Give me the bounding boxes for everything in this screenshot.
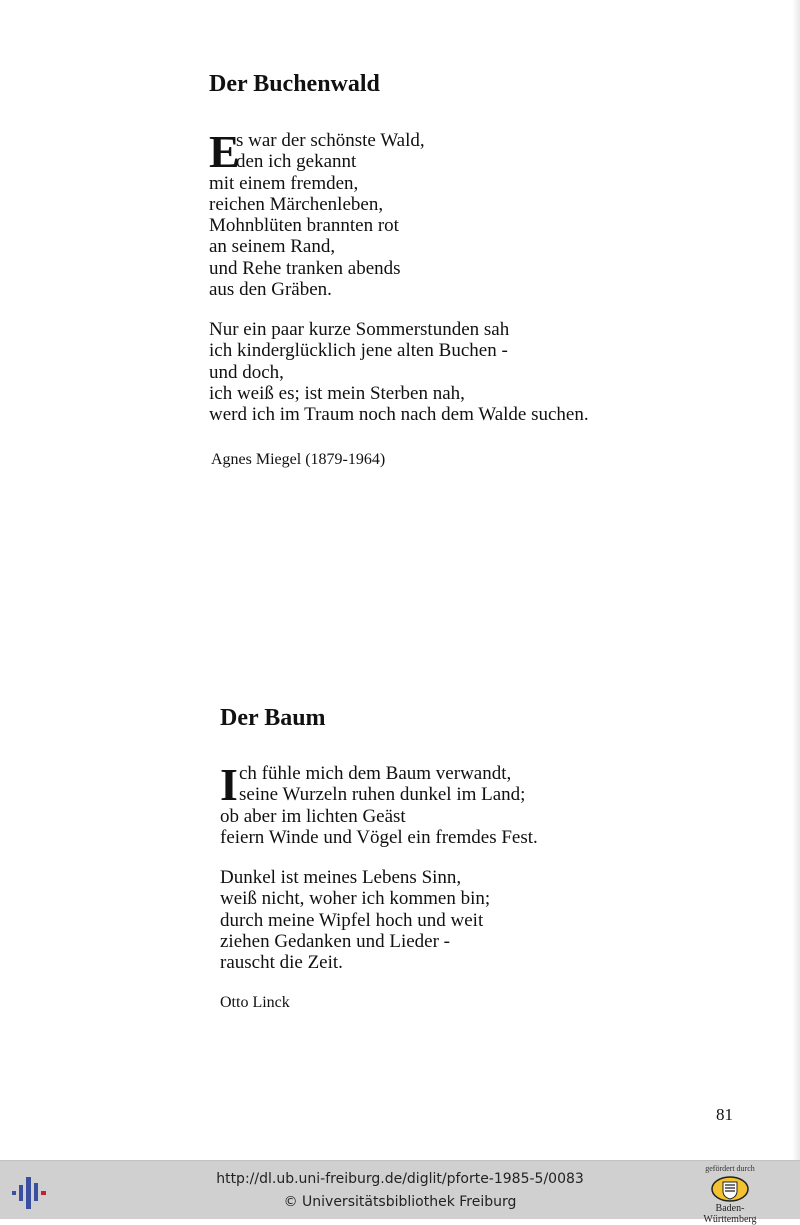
drop-cap: I — [220, 759, 238, 810]
footer-url-link[interactable]: http://dl.ub.uni-freiburg.de/diglit/pforte-1985-5/0083 — [216, 1171, 584, 1187]
poem-line: mit einem fremden, — [209, 172, 359, 194]
poem-line: ziehen Gedanken und Lieder - — [220, 930, 451, 952]
poem-author: Otto Linck — [220, 994, 290, 1011]
poem-line: reichen Märchenleben, — [209, 193, 384, 215]
poem-line: ch fühle mich dem Baum verwandt, — [239, 763, 512, 784]
poem-line: Dunkel ist meines Lebens Sinn, — [220, 867, 462, 888]
poem-line: feiern Winde und Vögel ein fremdes Fest. — [220, 826, 538, 848]
poem-line: und doch, — [209, 361, 284, 383]
poem-line: ich kinderglücklich jene alten Buchen - — [209, 340, 508, 362]
poem-line: aus den Gräben. — [209, 279, 332, 301]
poem-author: Agnes Miegel (1879-1964) — [211, 451, 386, 468]
poem-line: den ich gekannt — [236, 151, 357, 173]
baden-wuerttemberg-crest-icon — [710, 1175, 750, 1203]
poem-line: ob aber im lichten Geäst — [220, 805, 406, 827]
poem-line: an seinem Rand, — [209, 236, 336, 258]
poem-line: durch meine Wipfel hoch und weit — [220, 909, 484, 931]
stanza — [209, 126, 425, 301]
poem-line: weiß nicht, woher ich kommen bin; — [220, 888, 491, 910]
poem-line: Nur ein paar kurze Sommerstunden sah — [209, 319, 510, 340]
footer-bar — [0, 1160, 800, 1225]
poem-line: Mohnblüten brannten rot — [209, 215, 399, 237]
poem-title: Der Baum — [220, 705, 326, 731]
poem-line: seine Wurzeln ruhen dunkel im Land; — [239, 784, 526, 806]
footer-copyright: © Universitätsbibliothek Freiburg — [283, 1194, 517, 1210]
stanza — [209, 319, 589, 425]
poem-line: s war der schönste Wald, — [236, 130, 425, 151]
page-number: 81 — [716, 1105, 733, 1124]
funder-bottom-text: Baden-Württemberg — [703, 1203, 757, 1225]
stanza — [220, 867, 490, 973]
funder-badge[interactable] — [690, 1164, 770, 1225]
poem-line: ich weiß es; ist mein Sterben nah, — [209, 382, 465, 404]
poem-line: werd ich im Traum noch nach dem Walde suchen. — [209, 404, 589, 426]
drop-cap: E — [209, 126, 240, 177]
page-edge-shadow — [792, 0, 800, 1160]
poem-line: rauscht die Zeit. — [220, 952, 343, 974]
poem-title: Der Buchenwald — [209, 71, 380, 97]
stanza — [220, 759, 538, 848]
poem-line: und Rehe tranken abends — [209, 257, 401, 279]
funder-top-text: gefördert durch — [705, 1164, 755, 1173]
